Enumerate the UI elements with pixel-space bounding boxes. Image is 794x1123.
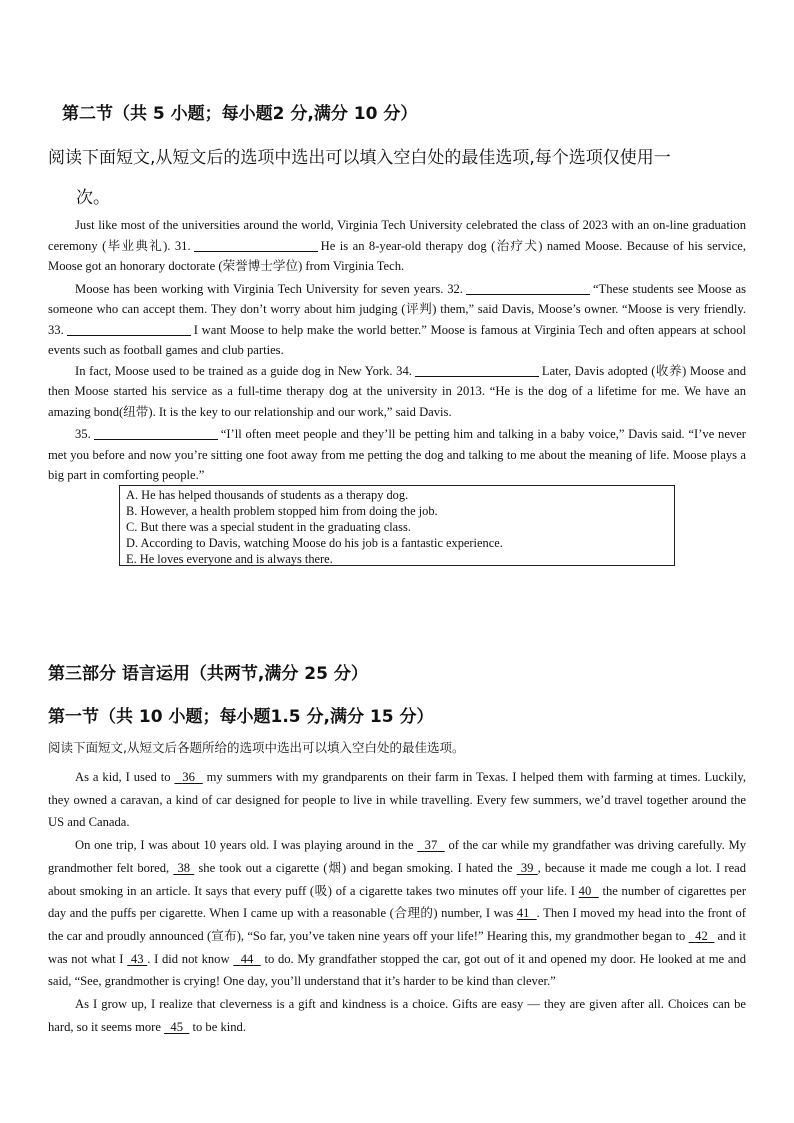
option-a: A. He has helped thousands of students as a therapy dog. <box>126 488 409 502</box>
option-c: C. But there was a special student in the graduating class. <box>126 520 411 534</box>
blank-42[interactable]: 42 <box>695 928 708 943</box>
paragraph-3: In fact, Moose used to be trained as a guide dog in New York. 34. Later, Davis adopted (收养) Moose and then Moose started his service as a full-time therapy dog at the university in 2013. “He is the dog of a lifetime for me. We have an amazing bond(纽带). It is the key to our relationship and our work,” said Davis. <box>48 363 746 419</box>
option-b: B. However, a health problem stopped him from doing the job. <box>126 504 438 518</box>
option-d: D. According to Davis, watching Moose do his job is a fantastic experience. <box>126 536 503 550</box>
answer-blank-34[interactable] <box>415 363 539 377</box>
answer-blank-31[interactable] <box>194 238 318 252</box>
answer-blank-35[interactable] <box>94 426 218 440</box>
paragraph-2: Moose has been working with Virginia Tech University for seven years. 32. “These students see Moose as someone who can accept them. They don’t worry about him judging (评判) them,” said Davis, Moose’s owner. “Moose is very friendly. 33. I want Moose to help make the world better.” Moose is famous at Virginia Tech and often appears at school events such as football games and club parties. <box>48 281 746 357</box>
blank-41[interactable]: 41 <box>516 906 530 921</box>
paragraph-4: 35. “I’ll often meet people and they’ll be petting him and talking in a baby voice,” Davis said. “I’ve never met you before and now you’re sitting one foot away from me petting the dog and talking to me about the meaning of life. Moose plays a big part in comforting people.” <box>48 427 746 482</box>
blank-37[interactable]: 37 <box>424 838 438 853</box>
cloze-passage <box>48 766 746 1038</box>
blank-36[interactable]: 36 <box>182 770 195 784</box>
cloze-paragraph-3: As I grow up, I realize that cleverness is a gift and kindness is a choice. Gifts are easy — they are given after all. Choices can be hard, so it seems more 45 to be kind. <box>48 997 746 1034</box>
blank-40[interactable]: 40 <box>578 883 592 898</box>
answer-blank-32[interactable] <box>466 281 590 295</box>
reading-passage <box>48 215 746 486</box>
section-instruction-2: 阅读下面短文,从短文后各题所给的选项中选出可以填入空白处的最佳选项。 <box>48 740 465 755</box>
options-box <box>119 485 675 566</box>
paragraph-1: Just like most of the universities around the world, Virginia Tech University celebrated the class of 2023 with an on-line graduation ceremony (毕业典礼). 31. He is an 8-year-old therapy dog (治疗犬) named Moose. Because of his service, Moose got an honorary doctorate (荣誉博士学位) from Virginia Tech. <box>48 218 746 273</box>
blank-45[interactable]: 45 <box>170 1019 184 1034</box>
part-heading: 第三部分 语言运用（共两节,满分 25 分） <box>48 664 368 684</box>
cloze-paragraph-2: On one trip, I was about 10 years old. I was playing around in the 37 of the car while my grandfather was driving carefully. My grandmother felt bored, 38 she took out a cigarette (烟) and began smoking. I hated the 39 , because it made me cough a lot. I read about smoking in an article. It says that every puff (吸) of a cigarette takes two minutes off your life. I 40 the number of cigarettes per day and the puffs per cigarette. When I came up with a reasonable (合理的) number, I was 41 . Then I moved my head into the front of the car and proudly announced (宣布), “So far, you’ve taken nine years off your life!” Hearing this, my grandmother began to 42 and it was not what I 43 . I did not know 44 to do. My grandfather stopped the car, got out of it and opened my door. He looked at me and said, “See, grandmother is crying! One day, you’ll understand that it’s harder to be kind than clever.” <box>48 838 747 989</box>
section-heading-2: 第一节（共 10 小题；每小题1.5 分,满分 15 分） <box>48 707 434 727</box>
section-heading: 第二节（共 5 小题；每小题2 分,满分 10 分） <box>62 104 418 124</box>
blank-39[interactable]: 39 <box>520 860 534 875</box>
blank-38[interactable]: 38 <box>177 860 191 875</box>
section-instruction: 阅读下面短文,从短文后的选项中选出可以填入空白处的最佳选项,每个选项仅使用一 <box>48 148 671 168</box>
section-instruction-cont: 次。 <box>76 188 110 208</box>
blank-44[interactable]: 44 <box>240 951 254 966</box>
answer-blank-33[interactable] <box>67 322 191 336</box>
cloze-paragraph-1: As a kid, I used to 36 my summers with my grandparents on their farm in Texas. I helped them with farming at times. Luckily, they owned a caravan, a kind of car designed for people to live in while travelling. Every few summers, we’d travel together around the US and Canada. <box>48 770 746 830</box>
blank-43[interactable]: 43 <box>130 951 144 966</box>
option-e: E. He loves everyone and is always there. <box>126 552 333 566</box>
